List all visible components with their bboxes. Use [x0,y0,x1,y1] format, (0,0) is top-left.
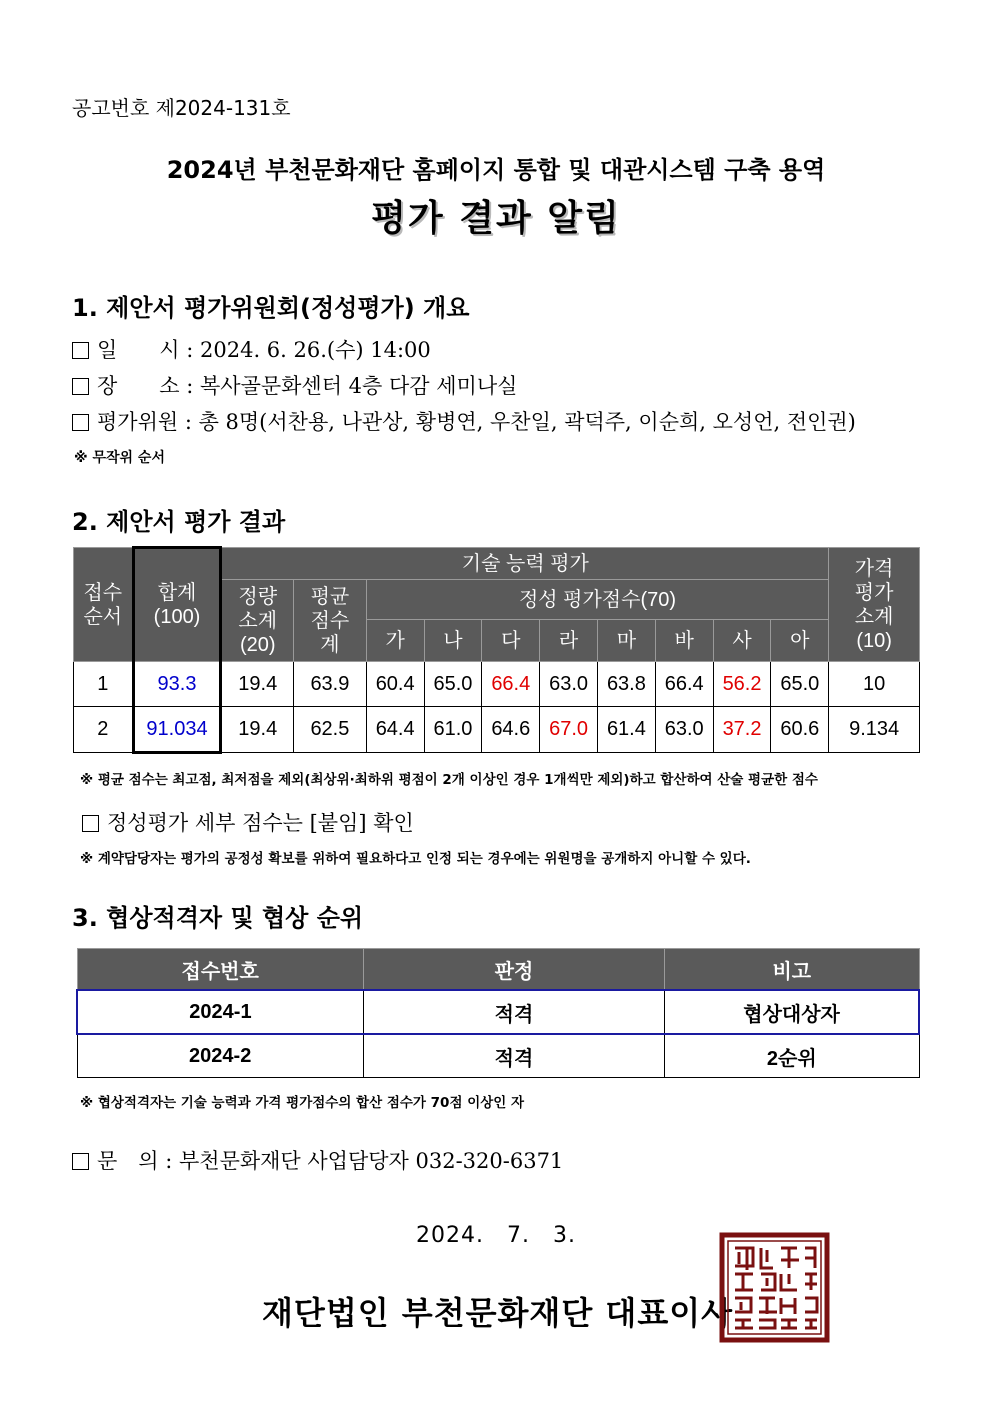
section2-heading: 2. 제안서 평가 결과 [72,508,286,536]
table-row [74,707,920,753]
inquiry-text: 문 의 : 부천문화재단 사업담당자 032-320-6371 [97,1149,564,1173]
score-cell-max: 67.0 [540,707,598,753]
overview-committee-text: 평가위원 : 총 8명(서찬용, 나관상, 황병연, 우찬일, 곽덕주, 이순희, 오성언, 전인권) [97,410,856,434]
header-remark: 비고 [665,949,919,991]
score-cell: 61.0 [424,707,482,753]
remark-cell: 협상대상자 [665,990,919,1034]
section1-heading: 1. 제안서 평가위원회(정성평가) 개요 [72,294,470,322]
overview-datetime-text: 일 시 : 2024. 6. 26.(수) 14:00 [97,338,431,362]
overview-committee [72,406,856,436]
header-price: 가격 평가 소계 (10) [829,548,920,662]
header-evaluator: 마 [598,620,656,662]
quant-cell: 19.4 [221,707,294,753]
header-qual: 정성 평가점수(70) [366,580,829,620]
random-order-note: ※ 무작위 순서 [74,450,165,466]
checkbox-icon [82,815,99,832]
price-cell: 10 [829,662,920,707]
quant-cell: 19.4 [221,662,294,707]
price-cell: 9.134 [829,707,920,753]
inquiry-line [72,1145,563,1175]
detail-score-text: 정성평가 세부 점수는 [붙임] 확인 [107,811,414,835]
decision-cell: 적격 [363,1034,664,1078]
score-cell: 60.4 [366,662,424,707]
document-subtitle: 평가 결과 알림 [371,198,621,239]
evaluation-result-table [73,546,920,754]
score-cell: 66.4 [655,662,713,707]
avg-cell: 62.5 [294,707,367,753]
header-quant: 정량 소계 (20) [221,580,294,662]
detail-score-line [82,807,414,837]
header-evaluator: 다 [482,620,540,662]
header-evaluator: 가 [366,620,424,662]
receipt-no-cell: 2024-2 [77,1034,363,1078]
eligibility-note: ※ 협상적격자는 기술 능력과 가격 평가점수의 합산 점수가 70점 이상인 자 [80,1095,525,1111]
table-row [74,662,920,707]
receipt-no-cell: 2024-1 [77,990,363,1034]
table-row [77,990,919,1034]
order-cell: 1 [74,662,134,707]
score-cell: 65.0 [424,662,482,707]
document-title: 2024년 부천문화재단 홈페이지 통합 및 대관시스템 구축 용역 [166,156,826,184]
header-evaluator: 바 [655,620,713,662]
section3-heading: 3. 협상적격자 및 협상 순위 [72,904,364,932]
negotiation-table [76,948,920,1078]
checkbox-icon [72,378,89,395]
score-cell: 65.0 [771,662,829,707]
disclosure-note: ※ 계약담당자는 평가의 공정성 확보를 위하여 필요하다고 인정 되는 경우에는 위원명을 공개하지 아니할 수 있다. [80,851,751,867]
header-total: 합계 (100) [133,548,221,662]
score-cell-min: 56.2 [713,662,771,707]
header-avg: 평균 점수 계 [294,580,367,662]
header-evaluator: 사 [713,620,771,662]
score-cell: 63.0 [540,662,598,707]
order-cell: 2 [74,707,134,753]
avg-cell: 63.9 [294,662,367,707]
table-row [77,1034,919,1078]
signer-name: 재단법인 부천문화재단 대표이사 [262,1294,734,1332]
overview-location-text: 장 소 : 복사골문화센터 4층 다감 세미나실 [97,374,518,398]
score-cell: 63.0 [655,707,713,753]
issue-date: 2024. 7. 3. [416,1223,576,1248]
average-score-note: ※ 평균 점수는 최고점, 최저점을 제외(최상위·최하위 평점이 2개 이상인 경우 1개씩만 제외)하고 합산하여 산술 평균한 점수 [80,772,818,788]
overview-datetime [72,334,431,364]
header-tech: 기술 능력 평가 [221,548,829,580]
score-cell: 64.6 [482,707,540,753]
remark-cell: 2순위 [665,1034,919,1078]
score-cell-min: 37.2 [713,707,771,753]
checkbox-icon [72,1153,89,1170]
score-cell: 61.4 [598,707,656,753]
header-decision: 판정 [363,949,664,991]
total-cell: 93.3 [133,662,221,707]
score-cell: 60.6 [771,707,829,753]
notice-number: 공고번호 제2024-131호 [72,96,291,120]
score-cell: 64.4 [366,707,424,753]
header-receipt-no: 접수번호 [77,949,363,991]
header-evaluator: 라 [540,620,598,662]
overview-location [72,370,517,400]
checkbox-icon [72,414,89,431]
official-seal-icon [719,1232,830,1343]
checkbox-icon [72,342,89,359]
total-cell: 91.034 [133,707,221,753]
header-evaluator: 나 [424,620,482,662]
score-cell-max: 66.4 [482,662,540,707]
header-order: 접수 순서 [74,548,134,662]
decision-cell: 적격 [363,990,664,1034]
header-evaluator: 아 [771,620,829,662]
score-cell: 63.8 [598,662,656,707]
